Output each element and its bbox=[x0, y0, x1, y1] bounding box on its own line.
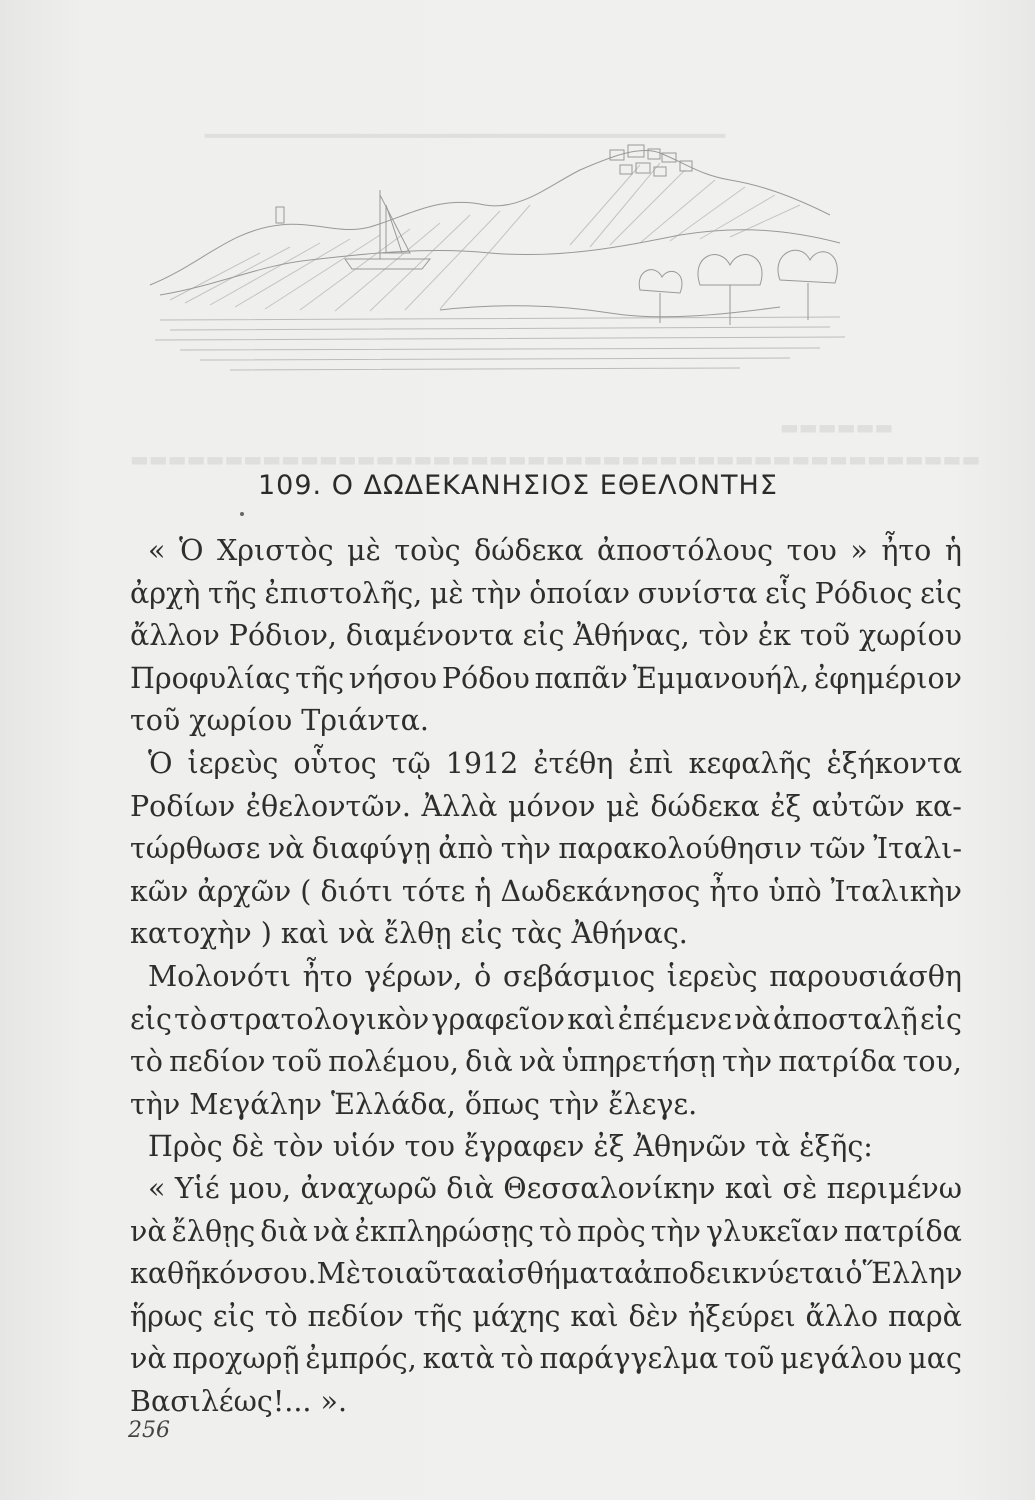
paragraph-5 bbox=[130, 1168, 962, 1424]
island-harbor-illustration bbox=[140, 135, 860, 385]
show-through-text: ━━━━━━━━━━━━━━━━━━━━━━━━━━━━━━━━━━━━ bbox=[205, 122, 726, 150]
text-line: « Ὁ Χριστὸς μὲ τοὺς δώδεκα ἀποστόλους του » ἦτο ἡ bbox=[148, 534, 962, 567]
text-line: νὰ προχωρῇ ἐμπρός, κατὰ τὸ παράγγελμα τοῦ μεγάλου μας bbox=[130, 1342, 962, 1376]
paragraph-1 bbox=[130, 530, 962, 743]
ink-dot bbox=[240, 512, 244, 516]
text-line: Βασιλέως!... ». bbox=[130, 1384, 348, 1418]
text-line: εἰς τὸ στρατολογικὸν γραφεῖον καὶ ἐπέμενε νὰ ἀποσταλῇ εἰς bbox=[130, 1002, 962, 1036]
paragraph-3 bbox=[130, 956, 962, 1126]
text-line: ἄλλον Ρόδιον, διαμένοντα εἰς Ἀθήνας, τὸν ἐκ τοῦ χωρίου bbox=[130, 619, 962, 653]
text-line: τοῦ χωρίου Τριάντα. bbox=[130, 704, 429, 738]
text-line: Μολονότι ἦτο γέρων, ὁ σεβάσμιος ἱερεὺς παρουσιάσθη bbox=[148, 960, 962, 993]
paragraph-4 bbox=[130, 1126, 962, 1169]
text-line: καθῆκόν σου. Μὲ τοιαῦτα αἰσθήματα ἀποδεικνύεται ὁ Ἕλλην bbox=[130, 1257, 963, 1291]
text-line: τώρθωσε νὰ διαφύγῃ ἀπὸ τὴν παρακολούθησιν τῶν Ἰταλι- bbox=[130, 832, 962, 866]
section-heading: 109. Ο ΔΩΔΕΚΑΝΗΣΙΟΣ ΕΘΕΛΟΝΤΗΣ bbox=[258, 470, 778, 501]
text-line: τὴν Μεγάλην Ἑλλάδα, ὅπως τὴν ἔλεγε. bbox=[130, 1087, 698, 1121]
text-line: ἥρως εἰς τὸ πεδίον τῆς μάχης καὶ δὲν ἠξεύρει ἄλλο παρὰ bbox=[130, 1299, 962, 1333]
show-through-text: ▬▬▬▬▬▬ bbox=[780, 415, 894, 439]
text-line: Προφυλίας τῆς νήσου Ρόδου παπᾶν Ἐμμανουήλ, ἐφημέριον bbox=[130, 661, 962, 695]
text-line: ἀρχὴ τῆς ἐπιστολῆς, μὲ τὴν ὁποίαν συνίστα εἷς Ρόδιος εἰς bbox=[130, 576, 962, 610]
text-line: κῶν ἀρχῶν ( διότι τότε ἡ Δωδεκάνησος ἦτο ὑπὸ Ἰταλικὴν bbox=[130, 874, 962, 908]
show-through-text: ▬▬▬▬▬▬▬▬▬▬▬▬▬▬▬▬▬▬▬▬▬▬▬▬▬▬▬▬▬▬▬▬▬▬▬▬▬▬▬▬▬▬▬▬▬ bbox=[130, 447, 981, 471]
text-line: Ὁ ἱερεὺς οὗτος τῷ 1912 ἐτέθη ἐπὶ κεφαλῆς ἑξήκοντα bbox=[148, 747, 962, 780]
text-line: « Υἱέ μου, ἀναχωρῶ διὰ Θεσσαλονίκην καὶ σὲ περιμένω bbox=[148, 1172, 962, 1205]
text-line: κατοχὴν ) καὶ νὰ ἔλθῃ εἰς τὰς Ἀθήνας. bbox=[130, 917, 688, 951]
text-line: Πρὸς δὲ τὸν υἱόν του ἔγραφεν ἐξ Ἀθηνῶν τὰ ἑξῆς: bbox=[148, 1130, 873, 1163]
text-line: τὸ πεδίον τοῦ πολέμου, διὰ νὰ ὑπηρετήσῃ τὴν πατρίδα του, bbox=[130, 1045, 962, 1079]
page-number: 256 bbox=[128, 1418, 170, 1443]
paragraph-2 bbox=[130, 743, 962, 956]
text-line: Ροδίων ἐθελοντῶν. Ἀλλὰ μόνον μὲ δώδεκα ἐξ αὐτῶν κα- bbox=[130, 789, 962, 823]
text-line: νὰ ἔλθῃς διὰ νὰ ἐκπληρώσῃς τὸ πρὸς τὴν γλυκεῖαν πατρίδα bbox=[130, 1214, 962, 1248]
